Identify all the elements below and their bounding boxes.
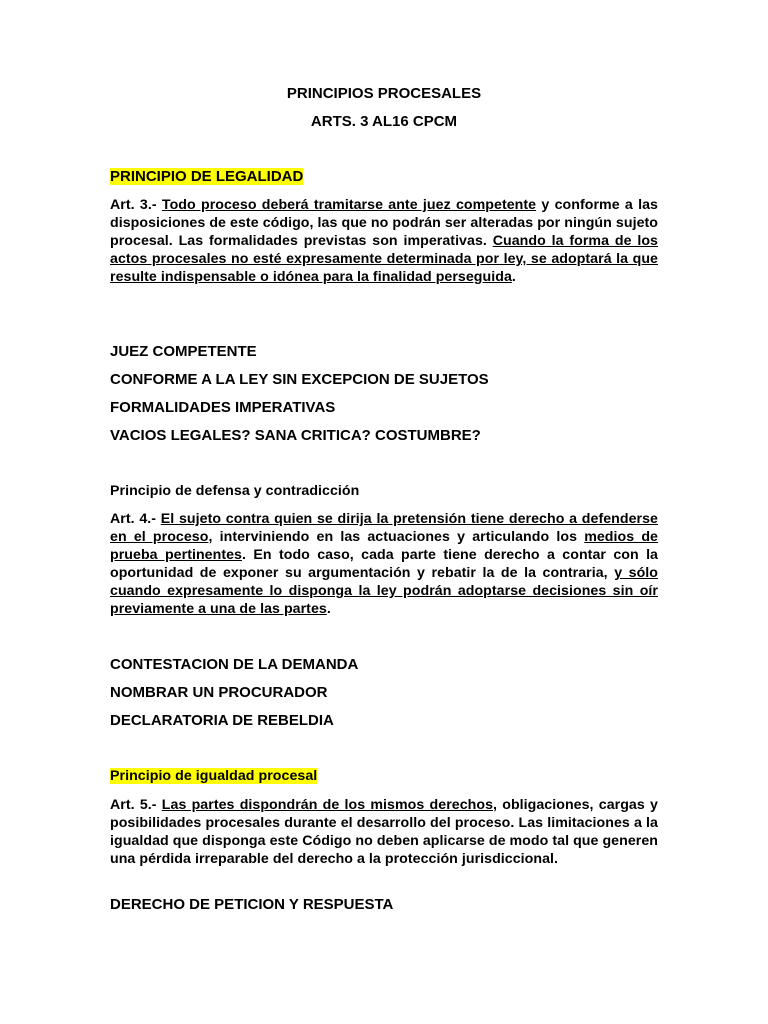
article-underlined-text: Cuando la forma de los actos procesales no esté expresamente determinada por ley, se adoptará la que resulte indispensable o idónea para la finalidad perseguida (110, 233, 658, 285)
section-heading-igualdad (110, 767, 658, 785)
article-text: . En todo caso, cada parte tiene derecho a contar con la oportunidad de exponer su argumentación y rebatir la de la contraria, (110, 547, 658, 581)
document-title: PRINCIPIOS PROCESALES (286, 85, 482, 102)
article-text: , interviniendo en las actuaciones y articulando los (208, 529, 578, 545)
document-page (110, 0, 658, 1024)
article-underlined-text: y sólo cuando expresamente lo disponga la ley podrán adoptarse decisiones sin oír previamente a una de las partes (110, 565, 659, 617)
article-underlined-text: Todo proceso deberá tramitarse ante juez competente (161, 197, 537, 213)
note-line: VACIOS LEGALES? SANA CRITICA? COSTUMBRE? (110, 427, 481, 444)
section-heading-legalidad (110, 168, 658, 186)
section-heading-defensa: Principio de defensa y contradicción (110, 483, 360, 499)
document-subtitle: ARTS. 3 AL16 CPCM (310, 113, 458, 130)
highlighted-heading: PRINCIPIO DE LEGALIDAD (110, 168, 304, 185)
article-3-paragraph (110, 196, 658, 286)
note-line: FORMALIDADES IMPERATIVAS (110, 399, 336, 416)
note-line: CONFORME A LA LEY SIN EXCEPCION DE SUJETOS (110, 371, 489, 388)
article-text: , obligaciones, cargas y posibilidades procesales durante el desarrollo del proceso. Las limitaciones a la igualdad que disponga este Código no deben aplicarse de modo tal que generen una pérdida irreparable del derecho a la protección jurisdiccional. (110, 797, 658, 867)
note-line: DERECHO DE PETICION Y RESPUESTA (110, 896, 394, 913)
article-underlined-text: medios de prueba pertinentes (110, 529, 658, 563)
article-underlined-text: El sujeto contra quien se dirija la pretensión tiene derecho a defenderse en el proceso (110, 511, 658, 545)
article-prefix: Art. 3.- (110, 197, 157, 213)
note-line: DECLARATORIA DE REBELDIA (110, 712, 334, 729)
article-5-paragraph (110, 796, 658, 868)
note-line: NOMBRAR UN PROCURADOR (110, 684, 328, 701)
article-prefix: Art. 5.- (110, 797, 157, 813)
article-end: . (511, 269, 516, 285)
article-end: . (326, 601, 331, 617)
note-line: CONTESTACION DE LA DEMANDA (110, 656, 359, 673)
highlighted-heading: Principio de igualdad procesal (110, 768, 318, 784)
note-line: JUEZ COMPETENTE (110, 343, 257, 360)
article-underlined-text: Las partes dispondrán de los mismos derechos (161, 797, 494, 813)
article-text: y conforme a las disposiciones de este código, las que no podrán ser alteradas por ningún sujeto procesal. Las formalidades previstas son imperativas. (110, 197, 658, 249)
article-prefix: Art. 4.- (110, 511, 157, 527)
article-4-paragraph (110, 510, 658, 618)
